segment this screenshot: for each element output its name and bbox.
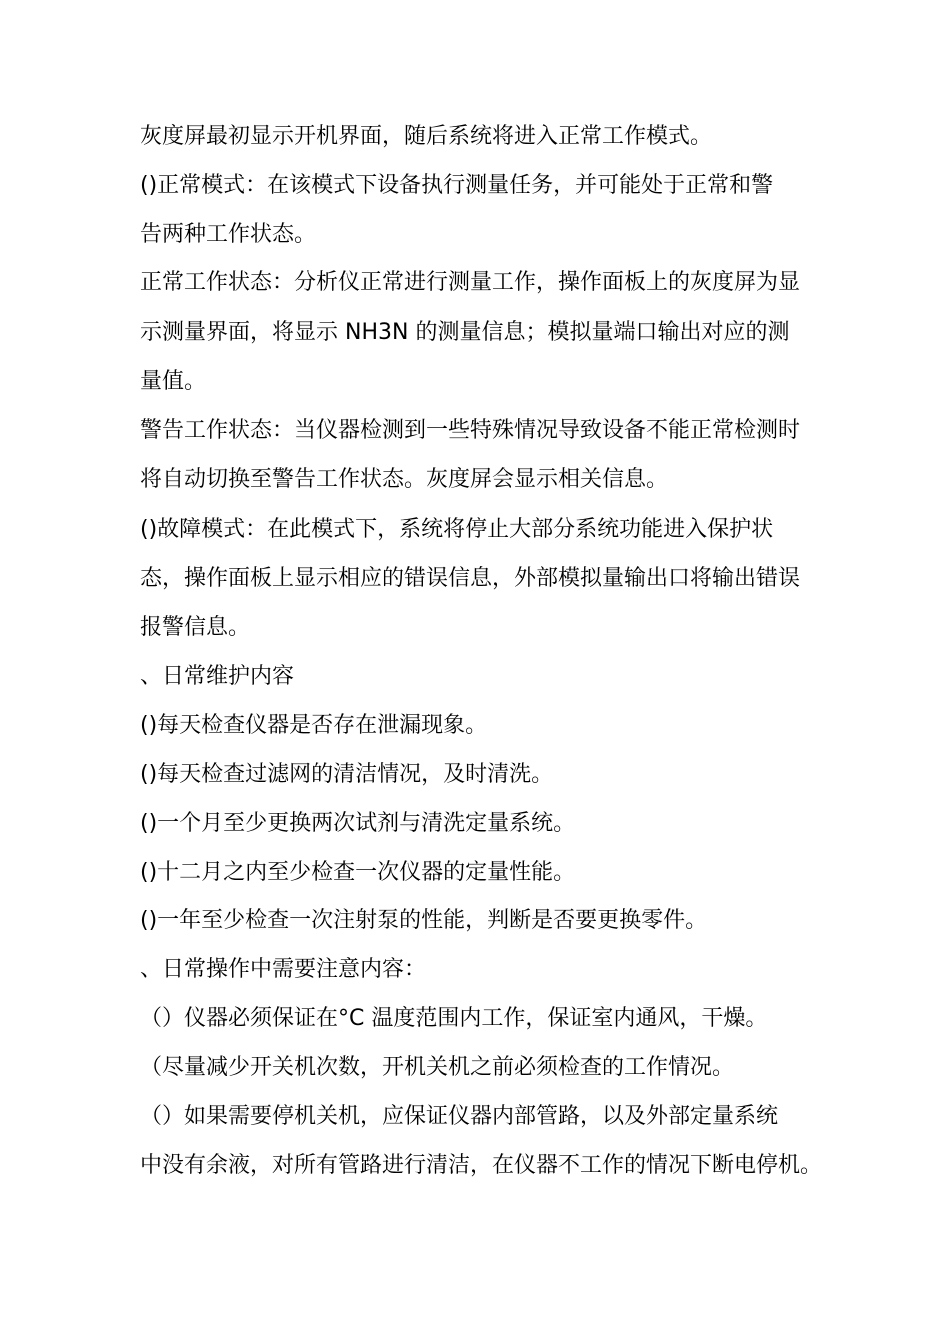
list-item: ()每天检查过滤网的清洁情况，及时清洗。 (140, 762, 554, 787)
list-item: （）如果需要停机关机，应保证仪器内部管路，以及外部定量系统 (140, 1104, 779, 1129)
text-line: 量值。 (140, 369, 207, 394)
text-line: ()正常模式：在该模式下设备执行测量任务，并可能处于正常和警 (140, 173, 774, 198)
list-item: （）仪器必须保证在°C 温度范围内工作，保证室内通风，干燥。 (140, 1006, 768, 1031)
list-item: ()一年至少检查一次注射泵的性能，判断是否要更换零件。 (140, 908, 708, 933)
text-line: 将自动切换至警告工作状态。灰度屏会显示相关信息。 (140, 467, 669, 492)
section-heading: 、日常操作中需要注意内容： (140, 957, 427, 982)
list-item: ()十二月之内至少检查一次仪器的定量性能。 (140, 860, 576, 885)
text-line: 灰度屏最初显示开机界面，随后系统将进入正常工作模式。 (140, 124, 713, 149)
text-line: 报警信息。 (140, 615, 251, 640)
list-item: ()一个月至少更换两次试剂与清洗定量系统。 (140, 811, 576, 836)
text-line: 告两种工作状态。 (140, 222, 317, 247)
text-line: 态，操作面板上显示相应的错误信息，外部模拟量输出口将输出错误 (140, 566, 801, 591)
text-line: 中没有余液，对所有管路进行清洁，在仪器不工作的情况下断电停机。 (140, 1153, 823, 1178)
text-line: ()故障模式：在此模式下，系统将停止大部分系统功能进入保护状 (140, 517, 774, 542)
list-item: （尽量减少开关机次数，开机关机之前必须检查的工作情况。 (140, 1055, 735, 1080)
text-line: 警告工作状态：当仪器检测到一些特殊情况导致设备不能正常检测时 (140, 418, 801, 443)
list-item: ()每天检查仪器是否存在泄漏现象。 (140, 713, 488, 738)
section-heading: 、日常维护内容 (140, 664, 295, 689)
text-line: 示测量界面，将显示 NH3N 的测量信息；模拟量端口输出对应的测 (140, 320, 790, 345)
text-line: 正常工作状态：分析仪正常进行测量工作，操作面板上的灰度屏为显 (140, 270, 801, 295)
